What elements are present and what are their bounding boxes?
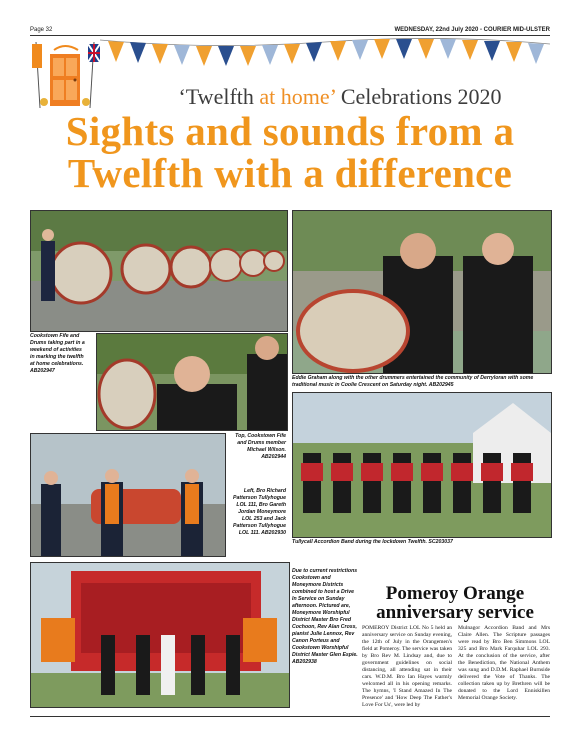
- drive-in-service-photo: [30, 562, 290, 708]
- flute-player-image: [97, 334, 287, 430]
- sidebar-headline-line-1: Pomeroy Orange: [385, 583, 525, 604]
- accordion-band-image: [293, 393, 551, 537]
- door-with-flags-icon: [30, 38, 102, 110]
- footer-rule: [30, 716, 550, 717]
- caption-left-bro: Left, Bro Richard Patterson Tullyhogue LOL 111, Bro Gareth Jordan Moneymore LOL 253 and Jack Patterson Tullyhogue LOL 111. AB202930: [233, 488, 286, 536]
- sidebar-headline-line-2: anniversary service: [376, 602, 534, 623]
- kicker-part-1: ‘Twelfth: [178, 84, 260, 109]
- caption-tullycall: Tullycall Accordion Band during the lockdown Twelfth. SC203037: [292, 539, 453, 545]
- headline-line-2: Twelfth with a difference: [67, 150, 513, 196]
- bunting-decoration-icon: [100, 36, 550, 76]
- page-number: Page 32: [30, 27, 53, 33]
- drummers-image: [293, 211, 551, 373]
- drum-line-photo: [30, 210, 288, 332]
- sidebar-column-1: POMEROY District LOL No 5 held an anniversary service on Sunday evening, the 12th of July in the Orangemen's field at Pomeroy. The service was taken by Bro Rev M. Lindsay and, due to government guidelines on social distancing, all attending sat in their cars. W.D.M. Bro Ian Hayes warmly welcomed all in his opening remarks. The hymns, 'I Stand Amazed In The Presence' and 'How Deep The Father's Love For Us', were led by: [362, 625, 452, 708]
- drummers-photo: [292, 210, 552, 374]
- dateline: WEDNESDAY, 22nd July 2020 - COURIER MID-ULSTER: [394, 27, 550, 33]
- kicker-part-3: Celebrations 2020: [335, 84, 502, 109]
- lodge-members-image: [31, 434, 225, 556]
- drum-line-image: [31, 211, 287, 331]
- accordion-band-photo: [292, 392, 552, 538]
- caption-drums: Cookstown Fife and Drums taking part in a weekend of activities in marking the twelfth at home celebrations. AB202947: [30, 333, 85, 374]
- kicker-title: [100, 84, 580, 110]
- sidebar-column-2: Mulnagor Accordion Band and Mrs Claire Allen. The Scripture passages were read by Bro Ben Simmons LOL 325 and Bro Mark Farquhar LOL 293. At the conclusion of the service, after the Benediction, the National Anthem was sung and D.D.M. Raphael Burnside delivered the Vote of Thanks. The collection taken up by Brethren will be donated to the Lord Enniskillen Memorial Orange Society.: [458, 625, 550, 701]
- caption-drive-in: Due to current restrictions Cookstown and Moneymore Districts combined to host a Drive In Service on Sunday afternoon. Pictured are, Moneymore Worshipful District Master Bro Fred Cochoon, Rev Alan Cross, pianist Julie Lennox, Rev Canon Porteus and Cookstown Worshipful District Master Glen Espie. AB202938: [292, 568, 358, 665]
- sidebar-headline: [360, 584, 550, 622]
- caption-graham: Eddie Graham along with the other drummers entertained the community of Derryloran with some traditional music in Coolie Crescent on Saturday night. AB202945: [292, 375, 534, 388]
- kicker-highlight: at home’: [259, 84, 336, 109]
- lodge-members-photo: [30, 433, 226, 557]
- caption-wilson: Top, Cookstown Fife and Drums member Michael Wilson. AB202944: [235, 433, 286, 460]
- flute-player-photo: [96, 333, 288, 431]
- headline: [12, 110, 568, 194]
- headline-line-1: Sights and sounds from a: [65, 108, 515, 154]
- drive-in-service-image: [31, 563, 289, 707]
